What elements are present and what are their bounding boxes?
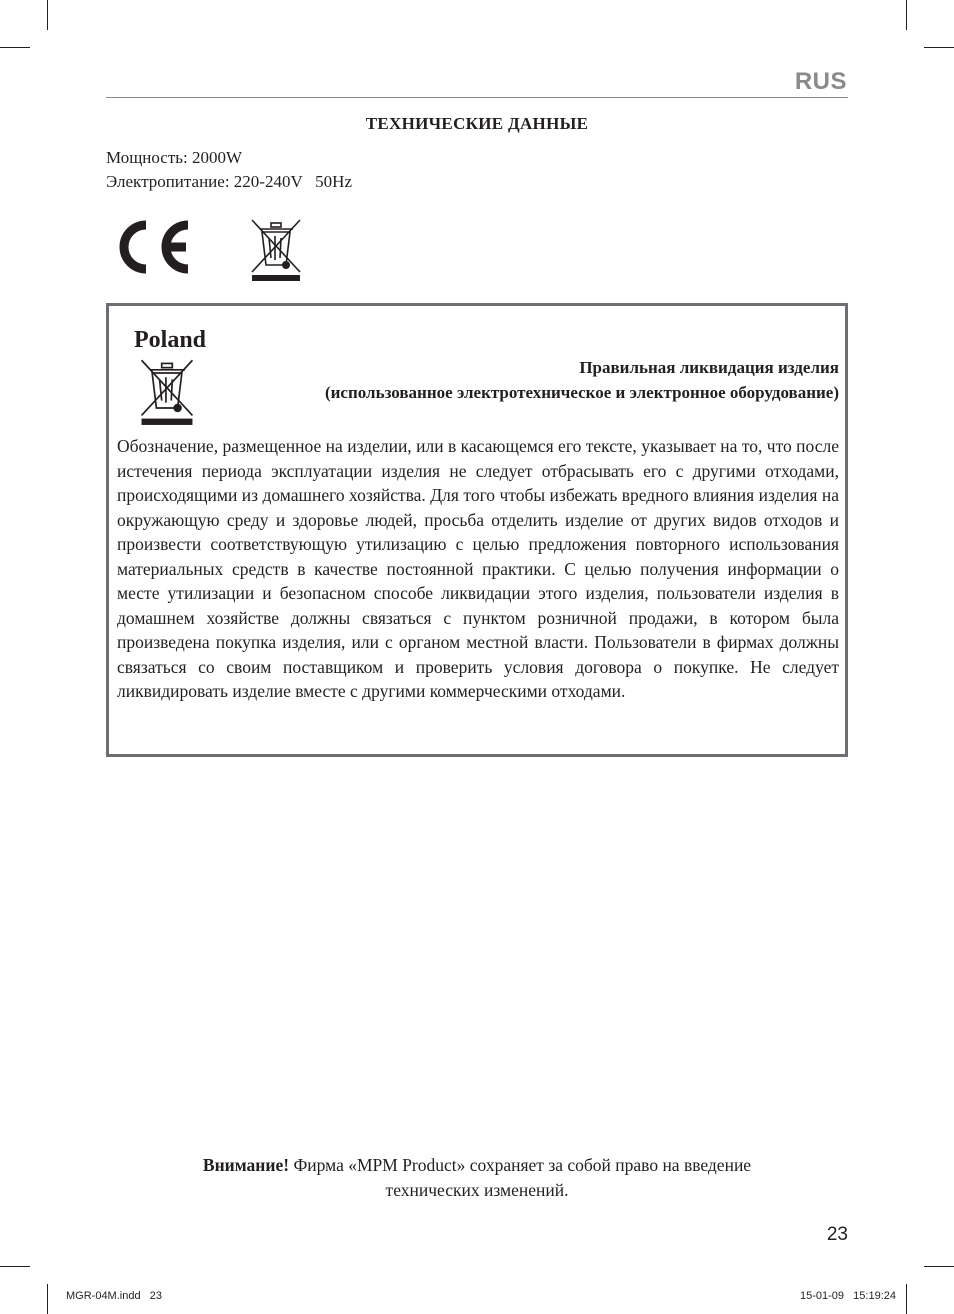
slug-timestamp: 15-01-09 15:19:24 (799, 1290, 896, 1302)
crop-mark (47, 1284, 48, 1314)
notice-label: Внимание! (202, 1155, 290, 1175)
crossed-out-wheelie-bin-icon (138, 356, 196, 426)
crop-mark (47, 0, 48, 30)
crop-mark (924, 47, 954, 48)
crossed-out-wheelie-bin-icon (249, 216, 303, 282)
language-label: RUS (794, 68, 847, 95)
crop-mark (906, 0, 907, 30)
crop-mark (906, 1284, 907, 1314)
notice-text-line2: технических изменений. (385, 1180, 569, 1200)
spec-supply: Электропитание: 220-240V 50Hz (106, 172, 352, 191)
notice-paragraph (106, 1153, 848, 1203)
spec-power: Мощность: 2000W (106, 148, 243, 167)
disposal-body-text: Обозначение, размещенное на изделии, или в касающемся его тексте, указывает на то, что после истечения периода эксплуатации изделия не следует отбрасывать его с другими отходами, происходящими из домашнего хозяйства. Для того чтобы избежать вредного влияния изделия на окружающую среду и здоровье людей, просьба отделить изделие от других видов отходов и произвести соответствующую утилизацию с целью предложения повторного использования материальных средств в качестве постоянной практики. С целью получения информации о месте утилизации и безопасном способе ликвидации этого изделия, пользователи изделия в домашнем хозяйстве должны связаться с пунктом розничной продажи, в котором была произведена покупка изделия, или с органом местной власти. Пользователи в фирмах должны связаться со своим поставщиком и проверить условия договора о покупке. Не следует ликвидировать изделие вместе с другими коммерческими отходами. (117, 436, 839, 701)
crop-mark (0, 1266, 30, 1267)
slug-file: MGR-04M.indd 23 (66, 1290, 162, 1302)
country-label: Poland (134, 327, 207, 353)
header-rule (106, 97, 848, 98)
crop-mark (924, 1266, 954, 1267)
disposal-heading-line1: Правильная ликвидация изделия (579, 358, 839, 377)
section-title: ТЕХНИЧЕСКИЕ ДАННЫЕ (365, 114, 589, 133)
notice-text: Фирма «MPM Product» сохраняет за собой право на введение (289, 1155, 752, 1175)
disposal-box (106, 303, 848, 757)
page-number: 23 (826, 1224, 848, 1245)
ce-mark-icon (108, 216, 194, 278)
crop-mark (0, 47, 30, 48)
disposal-heading (325, 355, 839, 405)
disposal-heading-line2: (использованное электротехническое и электронное оборудование) (324, 383, 839, 402)
